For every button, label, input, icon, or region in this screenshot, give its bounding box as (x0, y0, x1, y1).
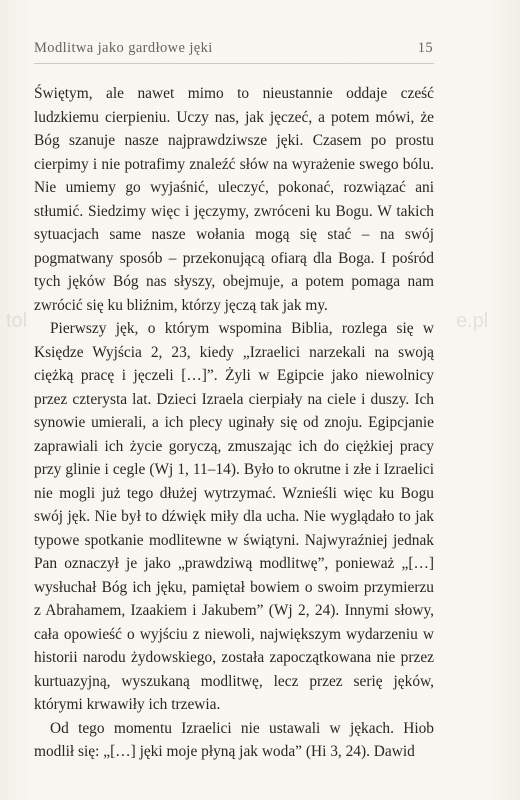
watermark-left-fragment: tol (6, 310, 28, 332)
paragraph-israelites: Od tego momentu Izraelici nie ustawali w jękach. Hiob modlił się: „[…] jęki moje płyną jak woda” (Hi 3, 24). Dawid (34, 719, 434, 760)
paragraph-continued: Świętym, ale nawet mimo to nieustannie oddaje cześć ludzkiemu cierpieniu. Uczy nas, jak jęczeć, a potem mówi, że Bóg szanuje nasze najprawdziwsze jęki. Czasem po prostu cierpimy i nie potrafimy znaleźć słów na wyrażenie swego bólu. Nie umiemy go wyjaśnić, uleczyć, pokonać, rozwiązać ani stłumić. Siedzimy więc i jęczymy, zwróceni ku Bogu. W takich sytuacjach same nasze wołania mogą się stać – na swój pogmatwany sposób – przekonującą ofiarą dla Boga. I pośród tych jęków Bóg nas słyszy, obejmuje, a potem pomaga nam zwrócić się ku bliźnim, którzy jęczą tak jak my. (34, 85, 434, 314)
page-number: 15 (417, 40, 433, 56)
running-head (34, 40, 433, 60)
body-text (34, 82, 434, 764)
watermark-right-fragment: e.pl (456, 310, 489, 332)
header-rule (34, 63, 434, 64)
paragraph-first-groan: Pierwszy jęk, o którym wspomina Biblia, rozlega się w Księdze Wyjścia 2, 23, kiedy „Izraelici narzekali na swoją ciężką pracę i jęczeli […]”. Żyli w Egipcie jako niewolnicy przez czterysta lat. Dzieci Izraela cierpiały na ciele i duszy. Ich synowie umierali, a ich plecy uginały się od znoju. Egipcjanie zaprawiali ich życie goryczą, zmuszając ich do ciężkiej pracy przy glinie i cegle (Wj 1, 11–14). Było to okrutne i złe i Izraelici nie mogli już tego dłużej wytrzymać. Wznieśli więc ku Bogu swój jęk. Nie był to dźwięk miły dla ucha. Nie wyglądało to jak typowe spotkanie modlitewne w świątyni. Najwyraźniej jednak Pan oznaczył je jako „prawdziwą modlitwę”, ponieważ „[…] wysłuchał Bóg ich jęku, pamiętał bowiem o swoim przymierzu z Abrahamem, Izaakiem i Jakubem” (Wj 2, 24). Innymi słowy, cała opowieść o wyjściu z niewoli, największym wydarzeniu w historii narodu żydowskiego, została zapoczątkowana nie przez kurtuazyjną, wyszukaną modlitwę, lecz przez serię jęków, którymi krwawiły ich trzewia. (34, 320, 434, 713)
running-title: Modlitwa jako gardłowe jęki (34, 40, 213, 56)
